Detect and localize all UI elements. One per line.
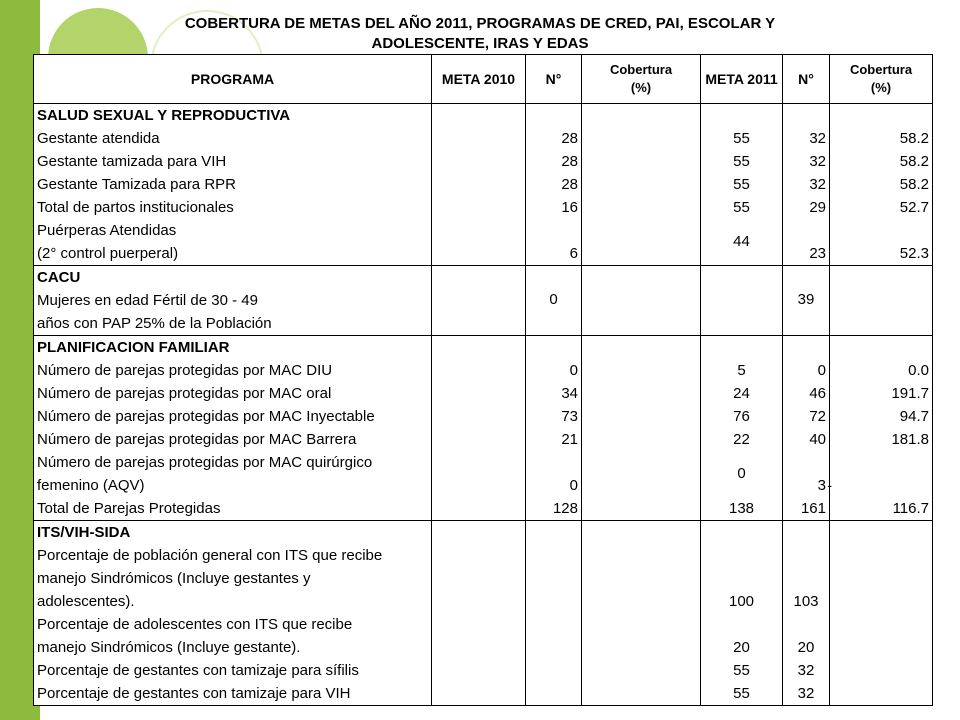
n2-cell — [783, 336, 830, 521]
meta-2011-value: 0 — [737, 465, 746, 482]
row-label: Número de parejas protegidas por MAC DIU — [37, 362, 333, 379]
n1-value: 0 — [549, 291, 558, 308]
cobertura-2-cell — [830, 521, 933, 706]
n2-cell — [783, 521, 830, 706]
n2-value: 72 — [809, 408, 826, 425]
cobertura-2-cell — [830, 104, 933, 266]
programa-cell — [34, 521, 432, 706]
n1-value: 0 — [569, 362, 578, 379]
row-label: Número de parejas protegidas por MAC Inyectable — [37, 408, 375, 425]
n1-value: 28 — [561, 176, 578, 193]
n2-value: 0 — [817, 362, 826, 379]
n1-value: 28 — [561, 153, 578, 170]
cobertura-2-value: 58.2 — [899, 176, 929, 193]
cobertura-1-cell — [582, 521, 701, 706]
header-cobertura-2-unit: (%) — [870, 80, 892, 95]
meta-2010-cell — [432, 521, 526, 706]
section-planificacion-familiar — [34, 336, 933, 521]
meta-2011-value: 55 — [733, 685, 750, 702]
n1-value: 73 — [561, 408, 578, 425]
n1-cell — [526, 336, 582, 521]
row-label: Gestante atendida — [37, 130, 160, 147]
row-label: Porcentaje de gestantes con tamizaje para sífilis — [37, 662, 359, 679]
meta-2011-value: 22 — [733, 431, 750, 448]
cobertura-1-cell — [582, 104, 701, 266]
row-label: Número de parejas protegidas por MAC oral — [37, 385, 332, 402]
cobertura-2-value: 52.3 — [899, 245, 929, 262]
row-label: (2° control puerperal) — [37, 245, 179, 262]
section-cacu — [34, 266, 933, 336]
row-label: Puérperas Atendidas — [37, 222, 177, 239]
meta-2010-cell — [432, 104, 526, 266]
n2-value: 23 — [809, 245, 826, 262]
meta-2011-value: 55 — [733, 153, 750, 170]
header-meta-2010: META 2010 — [432, 55, 526, 104]
header-meta-2011: META 2011 — [701, 55, 783, 104]
cobertura-2-cell — [830, 266, 933, 336]
n2-value: 20 — [797, 639, 815, 656]
row-label: manejo Sindrómicos (Incluye gestantes y — [37, 570, 311, 587]
section-title: PLANIFICACION FAMILIAR — [37, 339, 230, 356]
meta-2011-cell — [701, 266, 783, 336]
meta-2011-value: 76 — [733, 408, 750, 425]
title-line-1: COBERTURA DE METAS DEL AÑO 2011, PROGRAMAS DE CRED, PAI, ESCOLAR Y — [184, 15, 776, 32]
row-label: Porcentaje de adolescentes con ITS que recibe — [37, 616, 353, 633]
coverage-table — [33, 54, 933, 706]
cobertura-1-cell — [582, 266, 701, 336]
row-label: años con PAP 25% de la Población — [37, 315, 272, 332]
n1-value: 128 — [552, 500, 578, 517]
section-title: ITS/VIH-SIDA — [37, 524, 131, 541]
n2-value-text: 3 — [817, 477, 826, 494]
programa-cell — [34, 336, 432, 521]
meta-2011-value: 5 — [737, 362, 746, 379]
cobertura-2-cell — [830, 336, 933, 521]
cobertura-2-value: 181.8 — [891, 431, 929, 448]
section-salud-sexual — [34, 104, 933, 266]
n2-value: 103 — [793, 593, 819, 610]
cobertura-2-value: 116.7 — [892, 500, 929, 517]
cobertura-2-value: 191.7 — [891, 385, 929, 402]
cobertura-2-value: 94.7 — [899, 408, 929, 425]
n1-cell — [526, 521, 582, 706]
header-cobertura-1 — [582, 55, 701, 104]
meta-2011-value: 24 — [733, 385, 750, 402]
row-label: Gestante tamizada para VIH — [37, 153, 227, 170]
meta-2011-value: 138 — [728, 500, 755, 517]
header-cobertura-2-text: Cobertura — [849, 62, 913, 77]
title-line-2: ADOLESCENTE, IRAS Y EDAS — [371, 35, 589, 52]
header-cobertura-2 — [830, 55, 933, 104]
n2-value: 46 — [809, 385, 826, 402]
n2-value: 39 — [797, 291, 815, 308]
cobertura-2-value: 52.7 — [899, 199, 929, 216]
meta-2011-value: 55 — [733, 199, 750, 216]
n2-value: 32 — [809, 153, 826, 170]
n2-value: 40 — [809, 431, 826, 448]
row-label: Porcentaje de gestantes con tamizaje para VIH — [37, 685, 351, 702]
meta-2011-cell — [701, 521, 783, 706]
header-cobertura-1-text: Cobertura — [609, 62, 673, 77]
row-label: Total de Parejas Protegidas — [37, 500, 221, 517]
programa-cell — [34, 266, 432, 336]
n2-value: 32 — [797, 662, 815, 679]
section-its-vih-sida — [34, 521, 933, 706]
cobertura-2-value: 0.0 — [908, 362, 929, 379]
row-label: Mujeres en edad Fértil de 30 - 49 — [37, 292, 258, 309]
row-label: Total de partos institucionales — [37, 199, 234, 216]
row-label: Gestante Tamizada para RPR — [37, 176, 236, 193]
row-label: Porcentaje de población general con ITS que recibe — [37, 547, 383, 564]
n2-value: 32 — [809, 176, 826, 193]
row-label: adolescentes). — [37, 593, 135, 610]
n1-value: 34 — [561, 385, 578, 402]
meta-2011-value: 20 — [733, 639, 750, 656]
meta-2011-value: 44 — [733, 233, 750, 250]
n2-value: 161 — [800, 500, 826, 517]
row-label: Número de parejas protegidas por MAC quirúrgico — [37, 454, 373, 471]
cobertura-2-value: 58.2 — [899, 153, 929, 170]
header-row — [34, 55, 933, 104]
header-cobertura-1-unit: (%) — [630, 80, 652, 95]
meta-2011-cell — [701, 336, 783, 521]
cobertura-1-cell — [582, 336, 701, 521]
meta-2011-cell — [701, 104, 783, 266]
meta-2011-value: 55 — [733, 176, 750, 193]
page-title — [140, 14, 820, 54]
header-programa: PROGRAMA — [34, 55, 432, 104]
n1-cell — [526, 266, 582, 336]
meta-2010-cell — [432, 336, 526, 521]
n2-value — [783, 474, 832, 497]
row-label: manejo Sindrómicos (Incluye gestante). — [37, 639, 301, 656]
section-title: SALUD SEXUAL Y REPRODUCTIVA — [37, 107, 291, 124]
section-title: CACU — [37, 269, 81, 286]
n1-value: 6 — [569, 245, 578, 262]
cobertura-2-value: 58.2 — [899, 130, 929, 147]
programa-cell — [34, 104, 432, 266]
row-label: femenino (AQV) — [37, 477, 145, 494]
n2-value: 32 — [809, 130, 826, 147]
n2-cell — [783, 266, 830, 336]
n1-value: 21 — [561, 431, 578, 448]
n1-cell — [526, 104, 582, 266]
n1-value: 28 — [561, 130, 578, 147]
meta-2010-cell — [432, 266, 526, 336]
dash-mark: - — [827, 477, 832, 493]
meta-2011-value: 100 — [728, 593, 755, 610]
meta-2011-value: 55 — [733, 130, 750, 147]
meta-2011-value: 55 — [733, 662, 750, 679]
header-n-1: N° — [526, 55, 582, 104]
n2-value: 29 — [809, 199, 826, 216]
n2-value: 32 — [797, 685, 815, 702]
n2-cell — [783, 104, 830, 266]
header-n-2: N° — [783, 55, 830, 104]
n1-value: 16 — [561, 199, 578, 216]
row-label: Número de parejas protegidas por MAC Barrera — [37, 431, 357, 448]
n1-value: 0 — [569, 477, 578, 494]
